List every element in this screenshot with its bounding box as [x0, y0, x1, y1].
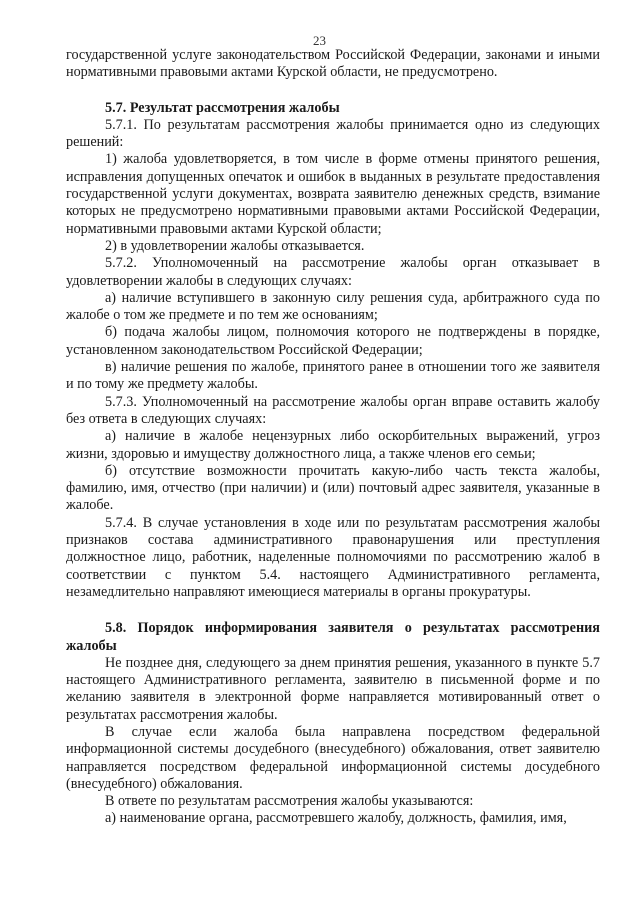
list-item-5-7-2-a: а) наличие вступившего в законную силу решения суда, арбитражного суда по жалобе о том же предмете и по тем же основаниям; [66, 289, 600, 324]
paragraph-5-7-3: 5.7.3. Уполномоченный на рассмотрение жалобы орган вправе оставить жалобу без ответа в следующих случаях: [66, 393, 600, 427]
paragraph-5-7-1: 5.7.1. По результатам рассмотрения жалобы принимается одно из следующих решений: [66, 116, 600, 151]
spacer [66, 601, 600, 620]
paragraph-5-7-2: 5.7.2. Уполномоченный на рассмотрение жалобы орган отказывает в удовлетворении жалобы в следующих случаях: [66, 255, 600, 289]
paragraph-5-8-3: В ответе по результатам рассмотрения жалобы указываются: [105, 793, 474, 810]
list-item-5-7-2-c: в) наличие решения по жалобе, принятого ранее в отношении того же заявителя и по тому же предмету жалобы. [66, 359, 600, 393]
list-item-5-7-1-2: 2) в удовлетворении жалобы отказывается. [105, 237, 365, 254]
spacer [66, 82, 600, 100]
list-item-5-7-3-a: а) наличие в жалобе нецензурных либо оскорбительных выражений, угроз жизни, здоровью и имуществу должностного лица, а также членов его семьи; [66, 428, 600, 462]
intro-paragraph-tail: государственной услуге законодательством Российской Федерации, законами и иными нормативными правовыми актами Курской области, не предусмотрено. [66, 47, 600, 81]
list-item-5-8-3-a: а) наименование органа, рассмотревшего жалобу, должность, фамилия, имя, [105, 810, 567, 827]
document-body [66, 47, 600, 828]
list-item-5-7-2-b: б) подача жалобы лицом, полномочия которого не подтверждены в порядке, установленном законодательством Российской Федерации; [66, 324, 600, 358]
list-item-5-7-3-b: б) отсутствие возможности прочитать какую-либо часть текста жалобы, фамилию, имя, отчество (при наличии) и (или) почтовый адрес заявителя, указанные в жалобе. [66, 462, 600, 514]
page-number: 23 [313, 33, 326, 48]
section-5-8-heading: 5.8. Порядок информирования заявителя о результатах рассмотрения жалобы [66, 620, 600, 654]
section-5-7-heading: 5.7. Результат рассмотрения жалобы [105, 99, 340, 116]
paragraph-5-8-2: В случае если жалоба была направлена посредством федеральной информационной системы досудебного (внесудебного) обжалования, ответ заявителю направляется посредством федеральной информационной системы досудебного (внесудебного) обжалования. [66, 723, 600, 792]
paragraph-5-7-4: 5.7.4. В случае установления в ходе или по результатам рассмотрения жалобы признаков состава административного правонарушения или преступления должностное лицо, работник, наделенные полномочиями по рассмотрению жалоб в соответствии с пунктом 5.4. настоящего Административного регламента, незамедлительно направляют имеющиеся материалы в органы прокуратуры. [66, 514, 600, 600]
paragraph-5-8-1: Не позднее дня, следующего за днем принятия решения, указанного в пункте 5.7 настоящего Административного регламента, заявителю в письменной форме и по желанию заявителя в электронной форме направляется мотивированный ответ о результатах рассмотрения жалобы. [66, 654, 600, 723]
list-item-5-7-1-1: 1) жалоба удовлетворяется, в том числе в форме отмены принятого решения, исправления допущенных опечаток и ошибок в выданных в результате предоставления государственной услуги документах, возврата заявителю денежных средств, взимание которых не предусмотрено нормативными правовыми актами Российской Федерации, нормативными правовыми актами Курской области; [66, 151, 600, 237]
